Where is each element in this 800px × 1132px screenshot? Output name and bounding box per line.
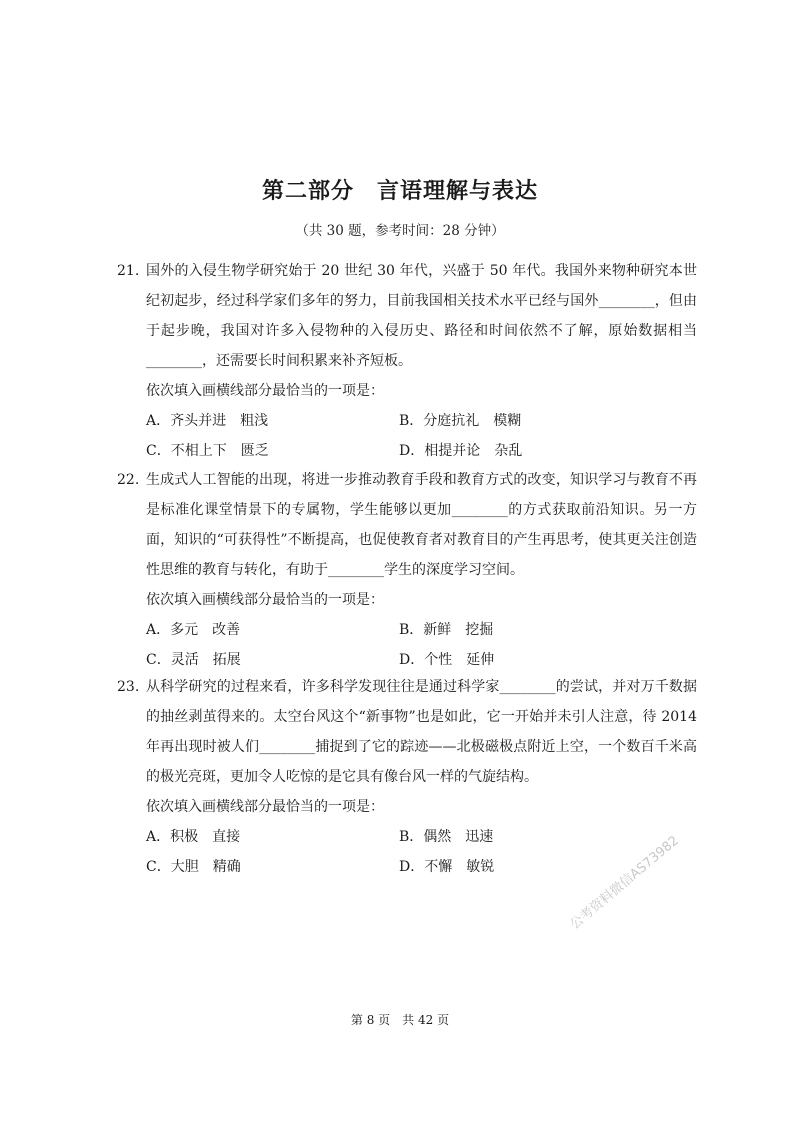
question-number: 22.	[117, 472, 140, 488]
section-title: 第二部分 言语理解与表达	[261, 179, 538, 204]
option-a: A．积极 直接	[146, 829, 241, 845]
question-prompt: 依次填入画横线部分最恰当的一项是：	[146, 592, 384, 608]
question-stem: 从科学研究的过程来看，许多科学发现往往是通过科学家________的尝试，并对万千数据的抽丝剥茧得来的。太空台风这个“新事物”也是如此，它一开始并未引人注意，待 2014 年再出现时被人们________捕捉到了它的踪迹——北极磁极点附近上空，一个数百千米高的极光亮斑，更加令人吃惊的是它具有像台风一样的气旋结构。	[146, 679, 697, 785]
option-c: C．灵活 拓展	[146, 652, 241, 668]
option-b: B．偶然 迅速	[399, 829, 494, 845]
option-d: D．相提并论 杂乱	[399, 443, 523, 459]
question-23	[117, 672, 697, 882]
question-number: 23.	[117, 679, 140, 695]
option-c: C．不相上下 匮乏	[146, 443, 269, 459]
option-d: D．不懈 敏锐	[399, 859, 495, 875]
question-prompt: 依次填入画横线部分最恰当的一项是：	[146, 799, 384, 815]
option-c: C．大胆 精确	[146, 859, 241, 875]
question-21	[117, 256, 697, 466]
question-22	[117, 465, 697, 675]
question-number: 21.	[117, 263, 140, 279]
answer-options	[146, 406, 697, 466]
section-subtitle: （共 30 题，参考时间：28 分钟）	[295, 223, 505, 239]
option-a: A．多元 改善	[146, 622, 241, 638]
option-b: B．新鲜 挖掘	[399, 622, 494, 638]
question-stem: 国外的入侵生物学研究始于 20 世纪 30 年代，兴盛于 50 年代。我国外来物种研究本世纪初起步，经过科学家们多年的努力，目前我国相关技术水平已经与国外________，但由于起步晚，我国对许多入侵物种的入侵历史、路径和时间依然不了解，原始数据相当________，还需要长时间积累来补齐短板。	[146, 263, 697, 369]
answer-options	[146, 822, 697, 882]
answer-options	[146, 615, 697, 675]
option-b: B．分庭抗礼 模糊	[399, 413, 522, 429]
page-footer: 第 8 页 共 42 页	[350, 1013, 450, 1027]
question-prompt: 依次填入画横线部分最恰当的一项是：	[146, 383, 384, 399]
option-a: A．齐头并进 粗浅	[146, 413, 269, 429]
question-stem: 生成式人工智能的出现，将进一步推动教育手段和教育方式的改变，知识学习与教育不再是标准化课堂情景下的专属物，学生能够以更加________的方式获取前沿知识。另一方面，知识的“可获得性”不断提高，也促使教育者对教育目的产生再思考，使其更关注创造性思维的教育与转化，有助于________学生的深度学习空间。	[146, 472, 697, 578]
option-d: D．个性 延伸	[399, 652, 495, 668]
watermark: 公考资料微信AS73982	[567, 833, 682, 933]
